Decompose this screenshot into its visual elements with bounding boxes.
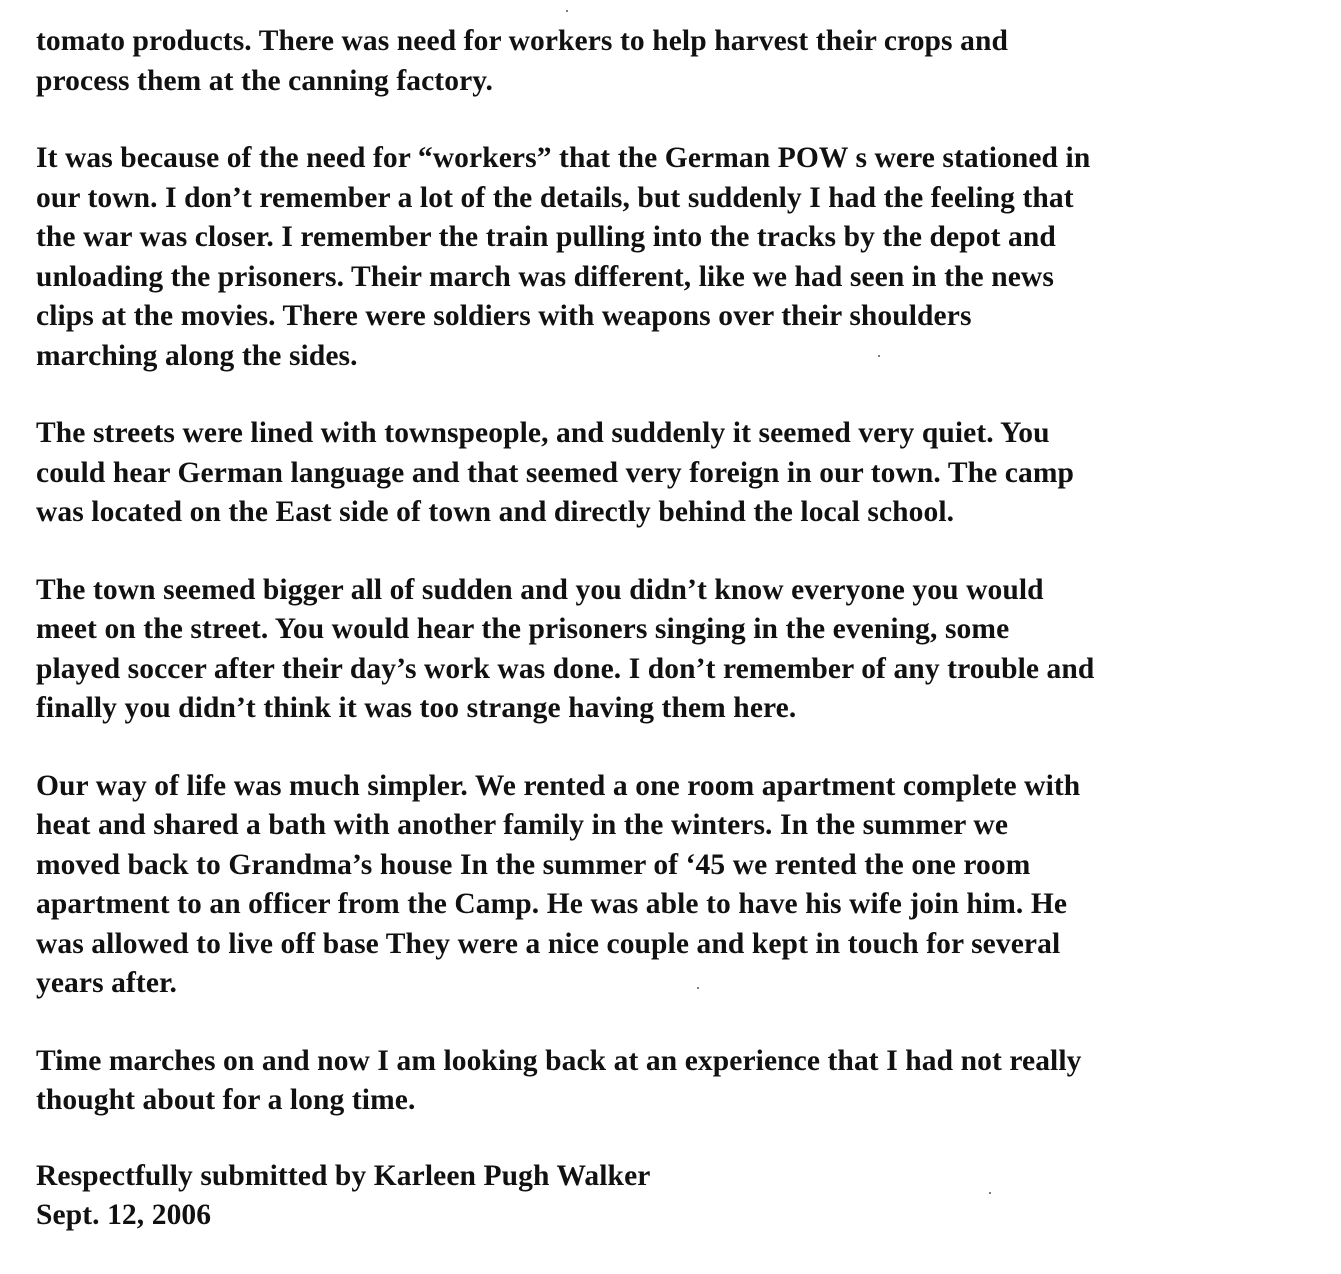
text-line: could hear German language and that seemed very foreign in our town. The camp	[36, 456, 1075, 489]
text-line: unloading the prisoners. Their march was different, like we had seen in the news	[36, 260, 1054, 293]
scan-speck	[989, 1192, 991, 1194]
signature-block	[36, 1157, 1326, 1236]
scan-speck	[697, 987, 699, 989]
text-line: played soccer after their day’s work was done. I don’t remember of any trouble and	[36, 652, 1095, 685]
text-line: finally you didn’t think it was too strange having them here.	[36, 692, 797, 724]
signature-line: Respectfully submitted by Karleen Pugh Walker	[36, 1159, 651, 1192]
paragraph-2	[36, 139, 1326, 376]
text-line: years after.	[36, 967, 177, 999]
scan-speck	[878, 355, 880, 357]
text-line: Time marches on and now I am looking back at an experience that I had not really	[36, 1044, 1082, 1077]
text-line: tomato products. There was need for workers to help harvest their crops and	[36, 25, 1008, 57]
paragraph-3	[36, 414, 1326, 533]
text-line: moved back to Grandma’s house In the summer of ‘45 we rented the one room	[36, 848, 1031, 881]
text-line: thought about for a long time.	[36, 1084, 416, 1116]
paragraph-4	[36, 571, 1326, 729]
text-line: The streets were lined with townspeople, and suddenly it seemed very quiet. You	[36, 417, 1050, 449]
scan-speck	[566, 10, 568, 12]
text-line: was allowed to live off base They were a nice couple and kept in touch for several	[36, 927, 1061, 960]
paragraph-6	[36, 1042, 1326, 1121]
text-line: It was because of the need for “workers” that the German POW s were stationed in	[36, 142, 1091, 174]
text-line: process them at the canning factory.	[36, 64, 493, 97]
text-line: marching along the sides.	[36, 339, 358, 372]
text-line: The town seemed bigger all of sudden and you didn’t know everyone you would	[36, 573, 1044, 606]
text-line: was located on the East side of town and directly behind the local school.	[36, 496, 955, 528]
signature-date: Sept. 12, 2006	[36, 1199, 212, 1231]
paragraph-5	[36, 767, 1326, 1004]
document-page	[36, 22, 1326, 1274]
text-line: heat and shared a bath with another family in the winters. In the summer we	[36, 809, 1009, 841]
paragraph-1	[36, 22, 1326, 101]
text-line: our town. I don’t remember a lot of the details, but suddenly I had the feeling that	[36, 181, 1074, 214]
text-line: apartment to an officer from the Camp. He was able to have his wife join him. He	[36, 888, 1068, 920]
text-line: the war was closer. I remember the train pulling into the tracks by the depot and	[36, 221, 1056, 253]
text-line: meet on the street. You would hear the prisoners singing in the evening, some	[36, 613, 1010, 645]
text-line: clips at the movies. There were soldiers with weapons over their shoulders	[36, 300, 972, 332]
text-line: Our way of life was much simpler. We rented a one room apartment complete with	[36, 769, 1081, 802]
